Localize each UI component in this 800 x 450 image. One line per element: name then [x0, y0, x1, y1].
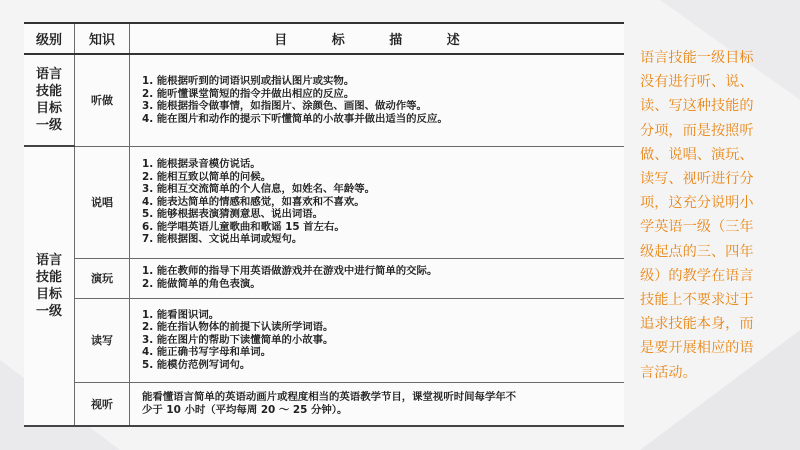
skill-cell: 听做 — [75, 54, 130, 146]
description-line: 2. 能在指认物体的前提下认读所学词语。 — [142, 321, 334, 334]
note-line: 是要开展相应的语 — [640, 340, 754, 357]
description-line: 3. 能根据指令做事情，如指图片、涂颜色、画图、做动作等。 — [142, 100, 427, 113]
note-line: 做、说唱、演玩、 — [640, 146, 754, 163]
level-line: 目标 — [35, 287, 62, 302]
description-line: 3. 能在图片的帮助下读懂简单的小故事。 — [142, 333, 334, 346]
table-row — [24, 54, 624, 146]
header-skill: 知识 — [75, 23, 130, 54]
description-line: 2. 能听懂课堂简短的指令并做出相应的反应。 — [142, 87, 355, 100]
description-cell — [130, 54, 625, 146]
skill-cell: 读写 — [75, 298, 130, 382]
header-description: 目 标 描 述 — [130, 23, 625, 54]
note-line: 技能上不要求过于 — [640, 292, 754, 309]
commentary-note — [640, 46, 780, 385]
description-line: 5. 能够根据表演猜测意思、说出词语。 — [142, 208, 324, 221]
table-row — [24, 298, 624, 382]
level-line: 技能 — [35, 270, 62, 285]
description-line: 少于 10 小时（平均每周 20 ～ 25 分钟）。 — [142, 403, 348, 416]
table-row — [24, 146, 624, 258]
header-level: 级别 — [24, 23, 75, 54]
goals-table — [24, 22, 624, 427]
skill-cell: 说唱 — [75, 146, 130, 258]
level-line: 语言 — [35, 67, 62, 82]
level-line: 一级 — [35, 118, 62, 133]
table-row — [24, 258, 624, 298]
note-line: 项，这充分说明小 — [640, 195, 754, 212]
description-cell — [130, 382, 625, 426]
note-line: 读写、视听进行分 — [640, 171, 754, 188]
description-line: 6. 能学唱英语儿童歌曲和歌谣 15 首左右。 — [142, 220, 345, 233]
description-line: 1. 能根据听到的词语识别或指认图片或实物。 — [142, 75, 355, 88]
description-line: 4. 能在图片和动作的提示下听懂简单的小故事并做出适当的反应。 — [142, 112, 448, 125]
description-cell — [130, 298, 625, 382]
note-line: 语言技能一级目标 — [640, 50, 754, 66]
description-line: 1. 能看图识词。 — [142, 308, 220, 321]
note-line: 学英语一级（三年 — [640, 219, 754, 236]
description-line: 4. 能正确书写字母和单词。 — [142, 346, 272, 359]
level-cell-1 — [24, 54, 75, 146]
level-line: 语言 — [35, 253, 62, 268]
note-line: 读、写这种技能的 — [640, 98, 754, 115]
description-line: 5. 能模仿范例写词句。 — [142, 358, 251, 371]
description-line: 3. 能相互交流简单的个人信息，如姓名、年龄等。 — [142, 183, 375, 196]
description-line: 4. 能表达简单的情感和感觉，如喜欢和不喜欢。 — [142, 195, 365, 208]
level-line: 目标 — [35, 101, 62, 116]
note-line: 没有进行听、说、 — [640, 74, 754, 91]
skill-cell: 演玩 — [75, 258, 130, 298]
level-cell-2 — [24, 146, 75, 426]
description-line: 能看懂语言简单的英语动画片或程度相当的英语教学节目，课堂视听时间每学年不 — [142, 391, 517, 404]
description-line: 1. 能根据录音模仿说话。 — [142, 157, 261, 170]
skill-cell: 视听 — [75, 382, 130, 426]
note-line: 追求技能本身，而 — [640, 316, 754, 333]
goals-table-container — [24, 22, 624, 427]
description-line: 2. 能做简单的角色表演。 — [142, 278, 261, 290]
description-cell — [130, 258, 625, 298]
description-cell — [130, 146, 625, 258]
note-line: 言活动。 — [640, 364, 697, 381]
description-line: 1. 能在教师的指导下用英语做游戏并在游戏中进行简单的交际。 — [142, 265, 438, 278]
level-line: 一级 — [35, 304, 62, 319]
level-line: 技能 — [35, 84, 62, 99]
note-line: 分项，而是按照听 — [640, 122, 754, 139]
table-header-row — [24, 23, 624, 54]
description-line: 2. 能相互致以简单的问候。 — [142, 170, 272, 183]
table-row — [24, 382, 624, 426]
note-line: 级起点的三、四年 — [640, 243, 754, 260]
description-line: 7. 能根据图、文说出单词或短句。 — [142, 233, 303, 246]
note-line: 级）的教学在语言 — [640, 267, 754, 284]
